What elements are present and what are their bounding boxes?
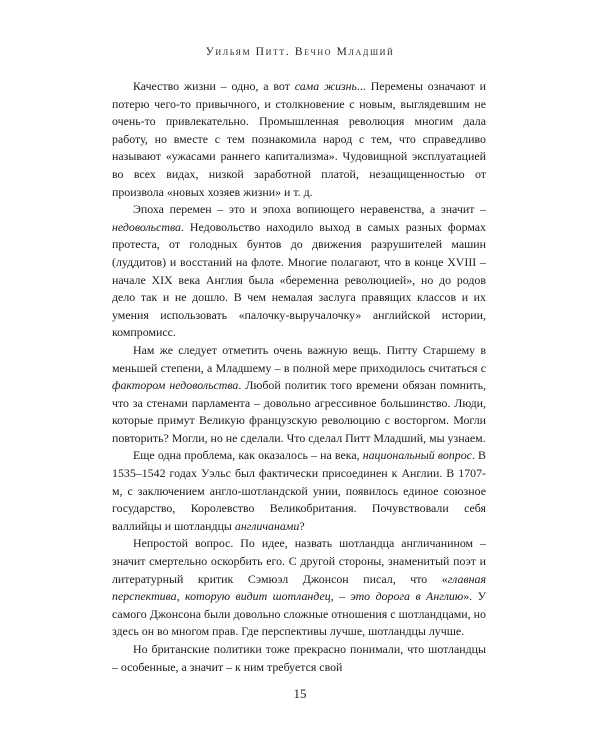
text-run: Качество жизни – одно, а вот <box>133 79 295 93</box>
body-text <box>112 78 486 676</box>
paragraph <box>112 201 486 342</box>
italic-text-run: англичанами <box>234 518 300 533</box>
text-run: ... Перемены означают и потерю чего-то привычного, и столкновение с новым, выглядевшим не очень-то привлекательно. Промышленная революция многим дала работу, но вместе с тем познакомила народ с тем, что справедливо называют «ужасами раннего капитализма». Чудовищной эксплуатацией во всех видах, низкой заработной платой, незащищенностью от произвола «новых хозяев жизни» и т. д. <box>112 79 486 199</box>
text-run: Но британские политики тоже прекрасно понимали, что шотландцы – особенные, а значит – к ним требуется свой <box>112 642 486 674</box>
running-head: Уильям Питт. Вечно Младший <box>205 46 395 58</box>
text-run: ? <box>299 518 305 533</box>
text-run: . Любой политик того времени обязан помнить, что за стенами парламента – довольно агрессивное большинство. Люди, которые примут Великую французскую революцию с восторгом. Могли повторить? Могли, но не сделали. Что сделал Питт Младший, мы узнаем. <box>112 378 486 445</box>
italic-text-run: недовольства <box>112 219 181 234</box>
italic-text-run: фактором недовольства <box>112 378 239 393</box>
paragraph <box>112 535 486 641</box>
text-run: Непростой вопрос. По идее, назвать шотландца англичанином – значит смертельно оскорбить его. С другой стороны, знаменитый поэт и литературный критик Сэмюэл Джонсон писал, что « <box>112 536 486 586</box>
text-run: . Недовольство находило выход в самых разных формах протеста, от голодных бунтов до движения разрушителей машин (луддитов) и восстаний на флоте. Многие полагают, что в конце XVIII – начале XIX века Англия была «беременна революцией», но до родов дело так и не дошло. В чем немалая заслуга правящих классов и их умения использовать «палочку-выручалочку» английской истории, компромисс. <box>112 219 486 340</box>
paragraph <box>112 641 486 676</box>
text-run: . В 1535–1542 годах Уэльс был фактически присоединен к Англии. В 1707-м, с заключением англо-шотландской унии, появилось единое союзное государство, Королевство Великобритания. Почувствовали себя валлийцы и шотландцы <box>112 448 486 533</box>
paragraph <box>112 447 486 535</box>
paragraph <box>112 78 486 201</box>
text-run: Нам же следует отметить очень важную вещь. Питту Старшему в меньшей степени, а Младшему – в полной мере приходилось считаться с <box>112 342 486 375</box>
text-run: ». У самого Джонсона были довольно сложные отношения с шотландцами, но здесь он во многом прав. Где перспективы лучше, шотландцы лучше. <box>112 589 487 639</box>
italic-text-run: главная перспектива, которую видит шотландец, – это дорога в Англию <box>112 571 486 604</box>
page-number: 15 <box>293 686 307 701</box>
italic-text-run: сама жизнь <box>294 79 357 93</box>
paragraph <box>112 342 486 448</box>
italic-text-run: национальный вопрос <box>362 448 472 463</box>
text-run: Еще одна проблема, как оказалось – на века, <box>133 448 363 463</box>
text-run: Эпоха перемен – это и эпоха вопиющего неравенства, а значит – <box>133 202 486 217</box>
